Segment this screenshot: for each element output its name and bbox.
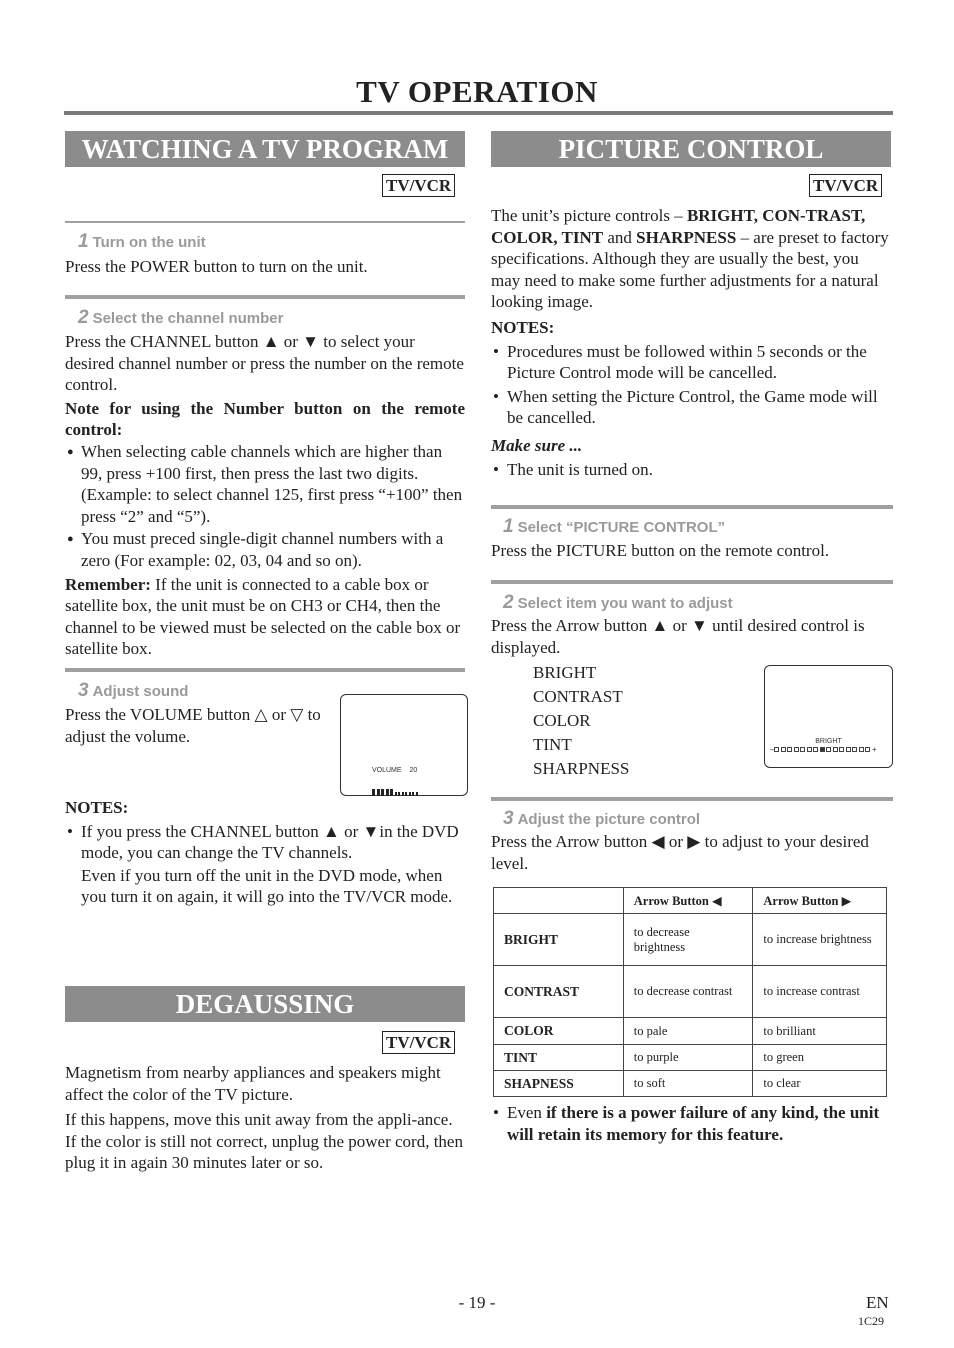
watching-step3-text: Press the VOLUME button △ or ▽ to adjust the volume. [65,705,321,746]
table-cell: CONTRAST [494,966,624,1018]
step2-text: Press the CHANNEL button ▲ or ▼ to select your desired channel number or press the number on the remote control. [65,332,464,395]
volume-osd [372,767,417,774]
table-header: Arrow Button ◀ [623,888,753,914]
step-title: Adjust the picture control [517,811,701,828]
step-title: Select item you want to adjust [517,595,733,612]
volume-osd-value: 20 [409,767,418,774]
volume-bar [372,778,419,786]
bright-screen-illustration [764,665,893,768]
notes-title: NOTES: [65,798,129,817]
list-item: TINT [533,735,572,754]
table-cell: TINT [494,1045,624,1071]
notes-bullet: • If you press the CHANNEL button ▲ or ▼in the DVD mode, you can change the TV channels. [65,821,465,864]
remember-paragraph: Remember: If the unit is connected to a cable box or satellite box, the unit must be on CH3 or CH4, then the channel to be viewed must be selected on the cable box or satellite box. [65,574,461,659]
step-divider [491,580,893,584]
table-cell: SHAPNESS [494,1071,624,1097]
step-divider [65,221,465,223]
memory-note: • Even if there is a power failure of any kind, the unit will retain its memory for this feature. [491,1102,893,1145]
volume-bar-segment [377,789,380,796]
watching-heading: WATCHING A TV PROGRAM [65,131,465,167]
osd-minus: – [770,745,775,754]
watching-notes [65,797,465,908]
table-cell: to pale [623,1018,753,1045]
level-segment [774,747,779,752]
volume-bar-segment [398,792,400,796]
table-cell: to decrease contrast [623,966,753,1018]
volume-bar-segment [390,789,393,796]
level-segment [820,747,825,752]
picture-step2-text: Press the Arrow button ▲ or ▼ until desired control is displayed. [491,616,865,657]
watching-step2-heading [78,307,283,329]
table-cell: to purple [623,1045,753,1071]
level-segment [839,747,844,752]
osd-plus: + [871,745,877,754]
step-divider [65,668,465,672]
table-cell: to clear [753,1071,887,1097]
table-row [494,966,887,1018]
level-segment [800,747,805,752]
note-bullet: ● You must preced single-digit channel numbers with a zero (For example: 02, 03, 04 and so on). [65,528,465,571]
table-cell: COLOR [494,1018,624,1045]
number-button-note-title: Note for using the Number button on the remote control: [65,398,465,440]
table-cell: to brilliant [753,1018,887,1045]
level-segments [774,745,872,754]
note-bullet: ● When selecting cable channels which are higher than 99, press +100 first, then press the last two digits. (Example: to select channel 125, first press “+100” then press “2” and “5”). [65,441,465,527]
degaussing-paragraph-1: Magnetism from nearby appliances and speakers might affect the color of the TV picture. [65,1063,441,1104]
step-title: Turn on the unit [92,234,206,251]
adjustable-items-list [533,661,629,781]
picture-tvvcr-badge: TV/VCR [809,174,882,197]
picture-step1-text: Press the PICTURE button on the remote control. [491,541,830,560]
watching-tvvcr-badge: TV/VCR [382,174,455,197]
step-number: 1 [503,516,514,537]
picture-step2-heading [503,592,733,614]
step-title: Adjust sound [92,683,189,700]
volume-bar-segment [386,789,389,796]
volume-bar-segment [395,792,397,796]
table-cell: to increase brightness [753,914,887,966]
step-title: Select “PICTURE CONTROL” [517,519,726,536]
language-code: EN [866,1293,889,1312]
picture-intro-block [491,205,891,480]
degaussing-heading: DEGAUSSING [65,986,465,1022]
notes-extra: Even if you turn off the unit in the DVD mode, when you turn it on again, it will go into the TV/VCR mode. [81,865,453,907]
volume-bar-segment [372,789,375,796]
volume-osd-label: VOLUME [372,767,402,774]
picture-note-bullet: • When setting the Picture Control, the Game mode will be cancelled. [491,386,891,429]
picture-step1-heading [503,516,725,538]
table-cell: to decrease brightness [623,914,753,966]
watching-step1-text: Press the POWER button to turn on the unit. [65,257,368,276]
table-row [494,914,887,966]
picture-control-heading: PICTURE CONTROL [491,131,891,167]
table-header-row [494,888,887,914]
volume-bar-segment [381,789,384,796]
level-segment [787,747,792,752]
level-segment [846,747,851,752]
level-segment [833,747,838,752]
level-segment [826,747,831,752]
bright-osd-bar [770,745,877,754]
picture-footer-note [491,1102,893,1145]
table-header: Arrow Button ▶ [753,888,887,914]
picture-note-bullet: • Procedures must be followed within 5 seconds or the Picture Control mode will be cancelled. [491,341,891,384]
list-item: CONTRAST [533,687,623,706]
step-title: Select the channel number [92,310,284,327]
volume-bar-segment [402,792,404,796]
step-divider [65,295,465,299]
volume-screen-illustration [340,694,468,796]
volume-bar-segment [405,792,407,796]
list-item: BRIGHT [533,663,597,682]
step-number: 1 [78,231,89,252]
title-divider [64,111,893,115]
step-number: 3 [78,680,89,701]
list-item: SHARPNESS [533,759,630,778]
watching-step2-body [65,331,465,660]
level-segment [865,747,870,752]
document-code: 1C29 [858,1314,885,1328]
step-number: 2 [503,592,514,613]
page-title: TV OPERATION [356,74,598,109]
make-sure-label: Make sure ... [491,435,583,455]
table-row [494,1018,887,1045]
table-row [494,1045,887,1071]
level-segment [852,747,857,752]
watching-step1-heading [78,231,206,253]
step-divider [491,505,893,509]
step-divider [491,797,893,801]
list-item: COLOR [533,711,591,730]
picture-notes-title: NOTES: [491,317,555,337]
volume-bar-segment [412,792,414,796]
watching-step3-heading [78,680,188,702]
table-header [494,888,624,914]
picture-step3-heading [503,808,700,830]
table-cell: to increase contrast [753,966,887,1018]
table-cell: to green [753,1045,887,1071]
step-number: 2 [78,307,89,328]
table-row [494,1071,887,1097]
table-cell: to soft [623,1071,753,1097]
make-sure-item: • The unit is turned on. [491,459,891,481]
table-cell: BRIGHT [494,914,624,966]
picture-intro: The unit’s picture controls – BRIGHT, CON-TRAST, COLOR, TINT and SHARPNESS – are preset to factory specifications. Although they are usually the best, you may need to make some further adjustments for a natural looking image. [491,206,889,312]
page-number: - 19 - [458,1293,496,1312]
degaussing-body [65,1062,465,1174]
degaussing-paragraph-2: If this happens, move this unit away from the appli-ance. If the color is still not correct, unplug the power cord, then plug it in again 30 minutes later or so. [65,1110,463,1173]
volume-bar-segment [416,792,418,796]
step-number: 3 [503,808,514,829]
degaussing-tvvcr-badge: TV/VCR [382,1031,455,1054]
level-segment [859,747,864,752]
volume-bar-segment [409,792,411,796]
bright-osd-label: BRIGHT [815,738,842,745]
level-segment [807,747,812,752]
level-segment [813,747,818,752]
level-segment [794,747,799,752]
picture-control-table [493,887,887,1097]
level-segment [781,747,786,752]
picture-step3-text: Press the Arrow button ◀ or ▶ to adjust to your desired level. [491,832,869,873]
